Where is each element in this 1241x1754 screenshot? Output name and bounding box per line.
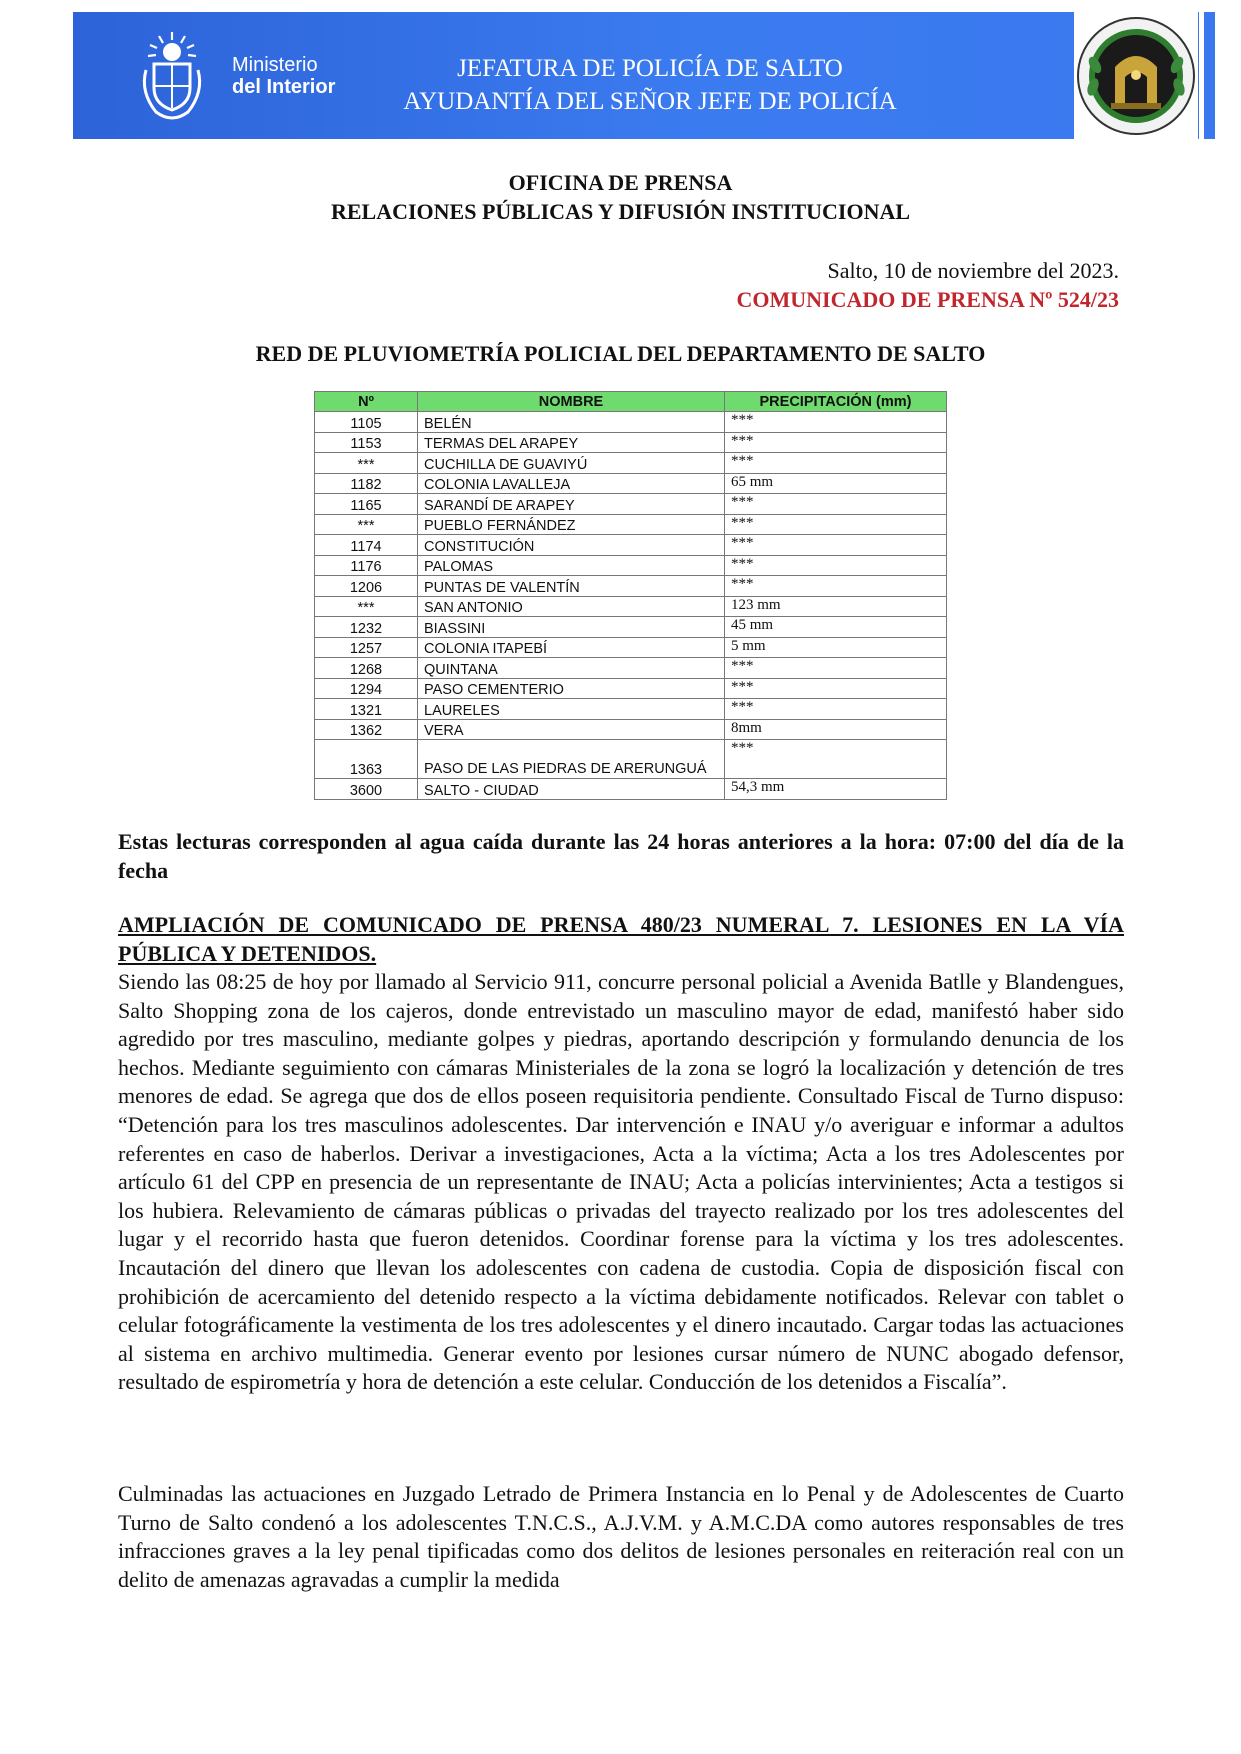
table-row (315, 678, 947, 699)
table-row (315, 719, 947, 740)
header-name: NOMBRE (418, 392, 725, 412)
station-precipitation: *** (725, 699, 947, 720)
station-number: 3600 (315, 779, 418, 800)
police-seal-icon (1075, 15, 1197, 137)
press-release-number: COMUNICADO DE PRENSA Nº 524/23 (736, 287, 1119, 312)
dateline (737, 256, 1120, 314)
table-row (315, 514, 947, 535)
station-precipitation: *** (725, 576, 947, 597)
station-number: 1206 (315, 576, 418, 597)
table-row (315, 473, 947, 494)
station-number: 1232 (315, 617, 418, 638)
office-heading (0, 168, 1241, 226)
section-title: AMPLIACIÓN DE COMUNICADO DE PRENSA 480/23 NUMERAL 7. LESIONES EN LA VÍA PÚBLICA Y DETENIDOS. (118, 912, 1124, 966)
table-row (315, 637, 947, 658)
table-header-row (315, 392, 947, 412)
ministry-wordmark (232, 54, 335, 98)
station-name: PASO CEMENTERIO (418, 678, 725, 699)
table-body (315, 412, 947, 800)
station-number: 1105 (315, 412, 418, 433)
table-row (315, 779, 947, 800)
station-precipitation: *** (725, 453, 947, 474)
table-row (315, 576, 947, 597)
station-precipitation: 65 mm (725, 473, 947, 494)
station-precipitation: 5 mm (725, 637, 947, 658)
readings-note: Estas lecturas corresponden al agua caída durante las 24 horas anteriores a la hora: 07:00 del día de la fecha (118, 829, 1124, 883)
station-name: PALOMAS (418, 555, 725, 576)
ministry-line1: Ministerio (232, 54, 318, 76)
station-precipitation: *** (725, 535, 947, 556)
table-row (315, 535, 947, 556)
station-number: 1321 (315, 699, 418, 720)
header-number: Nº (315, 392, 418, 412)
banner-title-line2: AYUDANTÍA DEL SEÑOR JEFE DE POLICÍA (403, 88, 897, 115)
station-precipitation: 123 mm (725, 596, 947, 617)
table-row (315, 658, 947, 679)
station-number: 1268 (315, 658, 418, 679)
station-name: SARANDÍ DE ARAPEY (418, 494, 725, 515)
station-name: CUCHILLA DE GUAVIYÚ (418, 453, 725, 474)
table-row (315, 740, 947, 779)
station-number: 1153 (315, 432, 418, 453)
station-precipitation: *** (725, 412, 947, 433)
table-row (315, 453, 947, 474)
station-precipitation: *** (725, 658, 947, 679)
network-title: RED DE PLUVIOMETRÍA POLICIAL DEL DEPARTAMENTO DE SALTO (255, 341, 986, 366)
date-text: Salto, 10 de noviembre del 2023. (827, 258, 1119, 283)
station-number: 1294 (315, 678, 418, 699)
table-row (315, 596, 947, 617)
banner-edge (1208, 12, 1215, 139)
ministry-line2: del Interior (232, 76, 336, 98)
station-number: 1363 (315, 740, 418, 779)
rainfall-table (314, 391, 947, 800)
banner-titles (360, 52, 940, 118)
station-number: *** (315, 453, 418, 474)
station-name: BIASSINI (418, 617, 725, 638)
station-name: COLONIA LAVALLEJA (418, 473, 725, 494)
station-name: PUNTAS DE VALENTÍN (418, 576, 725, 597)
station-precipitation: 45 mm (725, 617, 947, 638)
banner-divider (1199, 12, 1204, 139)
table-row (315, 432, 947, 453)
station-number: 1176 (315, 555, 418, 576)
station-name: SAN ANTONIO (418, 596, 725, 617)
station-precipitation: 8mm (725, 719, 947, 740)
station-name: CONSTITUCIÓN (418, 535, 725, 556)
banner-title-line1: JEFATURA DE POLICÍA DE SALTO (457, 55, 843, 82)
station-number: 1257 (315, 637, 418, 658)
office-line2: RELACIONES PÚBLICAS Y DIFUSIÓN INSTITUCIONAL (330, 199, 911, 224)
table-row (315, 412, 947, 433)
station-number: 1362 (315, 719, 418, 740)
office-line1: OFICINA DE PRENSA (508, 170, 733, 195)
table-row (315, 555, 947, 576)
table-row (315, 699, 947, 720)
station-number: 1165 (315, 494, 418, 515)
station-number: *** (315, 514, 418, 535)
table-row (315, 494, 947, 515)
station-precipitation: *** (725, 514, 947, 535)
body-paragraph-2: Culminadas las actuaciones en Juzgado Letrado de Primera Instancia en lo Penal y de Adolescentes de Cuarto Turno de Salto condenó a los adolescentes T.N.C.S., A.J.V.M. y A.M.C.DA como autores responsables de tres infracciones graves a la ley penal tipificadas como dos delitos de lesiones personales en reiteración real con un delito de amenazas agravadas a cumplir la medida (118, 1481, 1124, 1592)
station-number: *** (315, 596, 418, 617)
table-row (315, 617, 947, 638)
station-precipitation: *** (725, 678, 947, 699)
station-precipitation: *** (725, 494, 947, 515)
station-precipitation: 54,3 mm (725, 779, 947, 800)
station-name: COLONIA ITAPEBÍ (418, 637, 725, 658)
header-precipitation: PRECIPITACIÓN (mm) (725, 392, 947, 412)
station-name: SALTO - CIUDAD (418, 779, 725, 800)
station-name: LAURELES (418, 699, 725, 720)
station-name: TERMAS DEL ARAPEY (418, 432, 725, 453)
station-number: 1174 (315, 535, 418, 556)
body-paragraph-1: Siendo las 08:25 de hoy por llamado al Servicio 911, concurre personal policial a Avenida Batlle y Blandengues, Salto Shopping zona de los cajeros, donde entrevistado un masculino mayor de edad, manifestó haber sido agredido por tres masculino, mediante golpes y piedras, aportando descripción y formulando denuncia de los hechos. Mediante seguimiento con cámaras Ministeriales de la zona se logró la localización y detención de tres menores de edad. Se agrega que dos de ellos poseen requisitoria pendiente. Consultado Fiscal de Turno dispuso: “Detención para los tres masculinos adolescentes. Dar intervención e INAU y/o averiguar e informar a adultos referentes en caso de haberlos. Derivar a investigaciones, Acta a la víctima; Acta a los tres Adolescentes por artículo 61 del CPP en presencia de un representante de INAU; Acta a policías intervinientes; Acta a testigos si los hubiera. Relevamiento de cámaras públicas o privadas del trayecto realizado por los tres adolescentes del lugar y el recorrido hasta que fueron detenidos. Coordinar forense para la víctima y los tres adolescentes. Incautación del dinero que llevan los adolescentes con cadena de custodia. Copia de disposición fiscal con prohibición de acercamiento del detenido respecto a la víctima debidamente notificados. Relevar con tablet o celular fotográficamente la vestimenta de los tres adolescentes y el dinero incautado. Cargar todas las actuaciones al sistema en archivo multimedia. Generar evento por lesiones cursar número de NUNC abogado defensor, resultado de espirometría y hora de detención a este celular. Conducción de los detenidos a Fiscalía”. (118, 969, 1124, 1395)
station-name: QUINTANA (418, 658, 725, 679)
station-precipitation: *** (725, 740, 947, 779)
station-name: VERA (418, 719, 725, 740)
sun-shield-logo-icon (134, 30, 210, 122)
station-name: BELÉN (418, 412, 725, 433)
station-precipitation: *** (725, 432, 947, 453)
station-name: PASO DE LAS PIEDRAS DE ARERUNGUÁ (418, 740, 725, 779)
station-number: 1182 (315, 473, 418, 494)
station-precipitation: *** (725, 555, 947, 576)
station-name: PUEBLO FERNÁNDEZ (418, 514, 725, 535)
